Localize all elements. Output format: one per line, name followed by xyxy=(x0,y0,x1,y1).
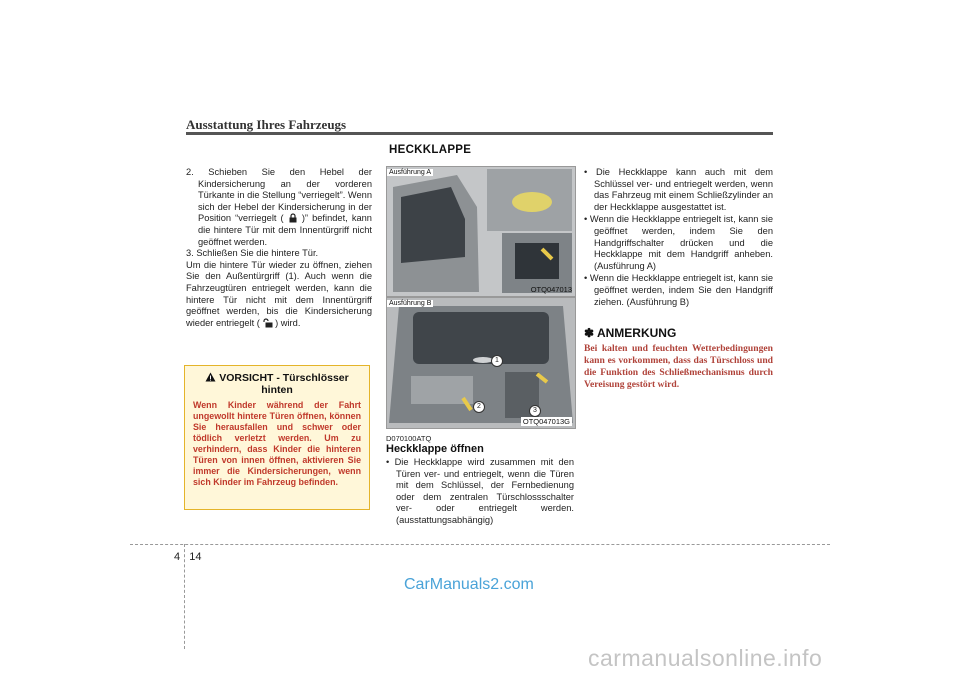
section-title: HECKKLAPPE xyxy=(389,144,472,156)
callout-1: 1 xyxy=(491,355,503,367)
bullet-item: • Die Heckklappe kann auch mit dem Schlüssel ver- und entriegelt werden, wenn das Fahrzeug mit einem Schließzylinder an der Heckklappe ausgestattet ist. xyxy=(584,167,773,212)
header-title: Ausstattung Ihres Fahrzeugs xyxy=(186,117,347,132)
watermark-top: CarManuals2.com xyxy=(404,576,534,593)
note-title: ✽ ANMERKUNG xyxy=(584,326,677,340)
step-3: 3. Schließen Sie die hintere Tür. xyxy=(186,248,319,259)
bullet-item: • Wenn die Heckklappe entriegelt ist, kann sie geöffnet werden, indem Sie den Handgriffschalter drücken und die Heckklappe mit dem Handgriff anheben. (Ausführung A) xyxy=(584,214,773,271)
figure-a-label: Ausführung A xyxy=(389,169,432,176)
bullet-item: • Die Heckklappe wird zusammen mit den Türen ver- und entriegelt, wenn die Türen mit dem Schlüssel, der Fernbedienung oder dem zentralen Türschlossschalter ver- oder entriegelt werden. (ausstattungsabhängig) xyxy=(386,457,574,525)
reopen-paragraph: Um die hintere Tür wieder zu öffnen, ziehen Sie den Außentürgriff (1). Auch wenn die Fahrzeugtüren entriegelt werden, kann die hintere Tür nicht mit dem Innentürgriff geöffnet werden, bis die Kindersicherung wieder entriegelt ( ) wird. xyxy=(186,259,372,328)
figure-b-code: OTQ047013G xyxy=(522,417,570,426)
watermark-bottom: carmanualsonline.info xyxy=(588,645,823,671)
section-code: D070100ATQ xyxy=(386,434,432,443)
lock-open-icon xyxy=(263,318,273,328)
footer-rule xyxy=(130,544,830,545)
note-body: Bei kalten und feuchten Wetterbedingungen kann es vorkommen, dass das Türschloss und die Funktion des Schließmechanismus durch Vereisung gestört wird. xyxy=(584,343,773,390)
callout-3: 3 xyxy=(529,405,541,417)
right-column xyxy=(584,167,773,309)
tailgate-illustration-a xyxy=(387,167,575,296)
warning-box xyxy=(184,365,370,510)
header-rule xyxy=(186,132,773,135)
figure-variant-b xyxy=(386,297,576,429)
lock-closed-icon xyxy=(288,213,298,223)
figure-variant-a xyxy=(386,166,576,297)
bullet-item: • Wenn die Heckklappe entriegelt ist, kann sie geöffnet werden, indem Sie den Handgriff ziehen. (Ausführung B) xyxy=(584,273,773,307)
warning-body: Wenn Kinder während der Fahrt ungewollt hintere Türen öffnen, können Sie herausfallen und schwer oder tödlich verletzt werden. Um zu verhindern, dass Kinder die hinteren Türen von innen öffnen, aktivieren Sie immer die Kindersicherungen, wenn sich Kinder im Fahrzeug befinden. xyxy=(193,400,361,487)
left-column xyxy=(186,167,372,329)
warning-triangle-icon xyxy=(205,372,216,382)
subsection-heading: Heckklappe öffnen xyxy=(386,443,484,455)
page-number: 4 14 xyxy=(174,551,202,563)
figure-a-code: OTQ047013 xyxy=(530,285,572,294)
callout-2: 2 xyxy=(473,401,485,413)
figure-b-label: Ausführung B xyxy=(389,300,432,307)
warning-title: VORSICHT - Türschlösser hinten xyxy=(193,372,361,396)
middle-column xyxy=(386,457,574,528)
step-2: 2. Schieben Sie den Hebel der Kindersicherung an der vorderen Türkante in die Stellung “verriegelt”. Wenn sich der Hebel der Kindersicherung in der Position “verriegelt ( )” befindet, kann die hintere Tür mit dem Innentürgriff nicht geöffnet werden. xyxy=(186,167,372,247)
